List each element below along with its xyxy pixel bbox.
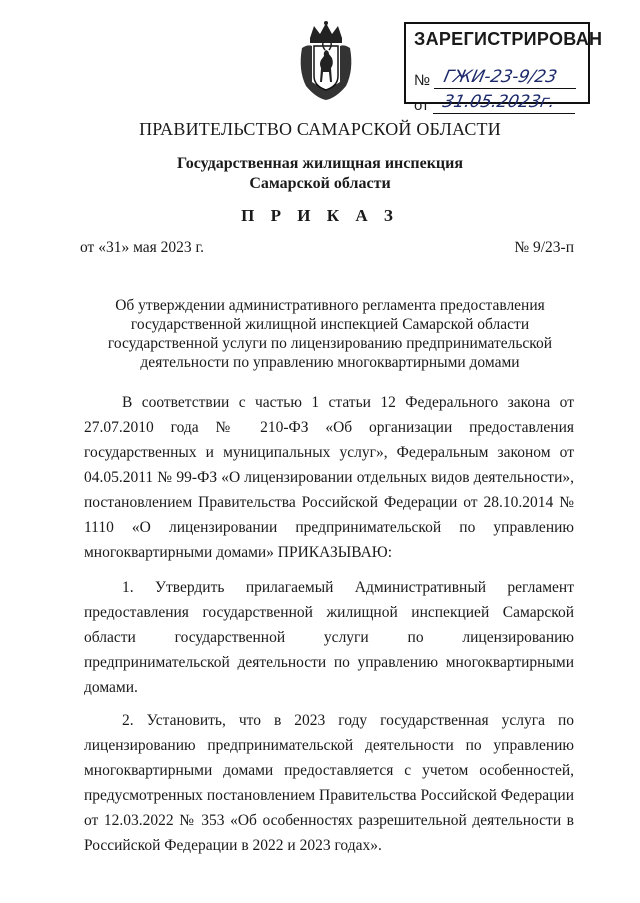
order-number: № 9/23-п	[514, 239, 574, 256]
stamp-title: ЗАРЕГИСТРИРОВАН	[414, 29, 603, 49]
registration-stamp	[404, 22, 603, 114]
inspection-name-line1: Государственная жилищная инспекция	[176, 155, 463, 172]
order-body	[84, 390, 574, 866]
order-date: от «31» мая 2023 г.	[80, 239, 205, 256]
stamp-number-value: ГЖИ-23-9/23	[442, 67, 559, 87]
order-subject: Об утверждении административного регламента предоставления государственной жилищной инспекцией Самарской области государственной услуги по лицензированию предпринимательской деятельности по управлению многоквартирными домами	[107, 297, 553, 371]
stamp-date-label: от	[414, 97, 429, 114]
stamp-number-row	[414, 67, 576, 89]
document-type: П Р И К А З	[241, 206, 399, 225]
stamp-number-label: №	[414, 72, 431, 89]
body-paragraph-1: 1. Утвердить прилагаемый Административный регламент предоставления государственной жилищной инспекцией Самарской области государственной услуги по лицензированию предпринимательской деятельности по управлению многоквартирными домами.	[84, 579, 574, 696]
inspection-name-line2: Самарской области	[249, 175, 391, 192]
samara-coat-of-arms-icon	[296, 20, 356, 102]
stamp-date-row	[414, 92, 575, 114]
government-name: ПРАВИТЕЛЬСТВО САМАРСКОЙ ОБЛАСТИ	[139, 119, 501, 139]
body-paragraph-2: 2. Установить, что в 2023 году государственная услуга по лицензированию предпринимательской деятельности по управлению многоквартирными домами предоставляется с учетом особенностей, предусмотренных постановлением Правительства Российской Федерации от 12.03.2022 № 353 «Об особенностях разрешительной деятельности в Российской Федерации в 2022 и 2023 годах».	[84, 712, 574, 854]
stamp-date-value: 31.05.2023г.	[440, 92, 557, 112]
body-paragraph-preamble: В соответствии с частью 1 статьи 12 Федерального закона от 27.07.2010 года № 210-ФЗ «Об организации предоставления государственных и муниципальных услуг», Федеральным законом от 04.05.2011 № 99-ФЗ «О лицензировании отдельных видов деятельности», постановлением Правительства Российской Федерации от 28.10.2014 № 1110 «О лицензировании предпринимательской по управлению многоквартирными домами» ПРИКАЗЫВАЮ:	[84, 394, 574, 561]
